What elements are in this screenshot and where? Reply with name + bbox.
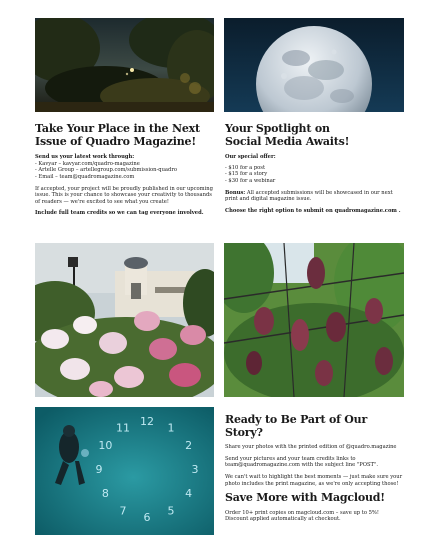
section-social [225, 123, 407, 214]
clock-number: 3 [191, 463, 199, 476]
bonus-paragraph [225, 190, 407, 203]
bonus-label: Bonus: [225, 189, 246, 196]
discount-line: Discount applied automatically at checkout. [225, 516, 341, 523]
clock-number: 11 [116, 421, 130, 435]
send-heading: Send us your latest work through: [35, 154, 135, 161]
clock-number: 5 [167, 504, 175, 518]
offer-webinar: - $30 for a webinar [225, 177, 276, 184]
clock-number: 8 [101, 487, 109, 500]
bonus-text: All accepted submissions will be showcased in our next print and digital magazine issue. [225, 189, 393, 203]
highlight-line: We can't wait to highlight the best moments — just make sure your photo includes the print magazine, as we're only accepting those! [225, 473, 403, 487]
section-title: Take Your Place in the Next Issue of Quadro Magazine! [35, 122, 200, 148]
section-title: Ready to Be Part of Our Story? [225, 413, 368, 439]
clock-number: 2 [185, 439, 193, 452]
hydrangea-garden-photo [35, 243, 214, 397]
night-trees-photo [35, 18, 214, 112]
moon-photo [224, 18, 404, 112]
publish-paragraph: If accepted, your project will be proudly published in our upcoming issue. This is your chance to showcase your creativity to thousands of readers — we're excited to see what you create! [35, 185, 213, 205]
section-story [225, 414, 407, 487]
channel-artelle: - Artelle Group – artellegroup.com/submission-quadro [35, 167, 177, 174]
clock-number: 1 [167, 421, 175, 435]
clock-number: 6 [143, 511, 151, 524]
section-title: Save More with Magcloud! [225, 491, 385, 504]
section-title: Your Spotlight on Social Media Awaits! [225, 122, 350, 148]
channel-kavyar: - Kavyar – kavyar.com/quadro-magazine [35, 160, 140, 167]
offer-post: - $10 for a post [225, 164, 266, 171]
offer-story: - $15 for a story [225, 171, 268, 178]
clock-number: 7 [119, 504, 127, 518]
clock-number: 12 [140, 415, 154, 428]
choose-note: Choose the right option to submit on quadromagazine.com . [225, 207, 401, 214]
section-magcloud [225, 492, 407, 523]
order-line: Order 10+ print copies on magcloud.com – save up to 5%! [225, 509, 379, 516]
underwater-clock-diver-photo [35, 407, 214, 535]
clock-number: 9 [95, 463, 103, 476]
clock-number: 10 [98, 439, 113, 452]
credits-note: Include full team credits so we can tag everyone involved. [35, 210, 204, 217]
send-line: Send your pictures and your team credits links to team@quadromagazine.com with the subject line "POST". [225, 455, 379, 469]
clock-number: 4 [185, 487, 193, 500]
grape-vines-photo [224, 243, 404, 397]
channel-email: - Email – team@quadromagazine.com [35, 173, 135, 180]
share-line: Share your photos with the printed edition of @quadro.magazine [225, 444, 397, 451]
section-submit [35, 123, 217, 217]
offer-heading: Our special offer: [225, 154, 276, 161]
